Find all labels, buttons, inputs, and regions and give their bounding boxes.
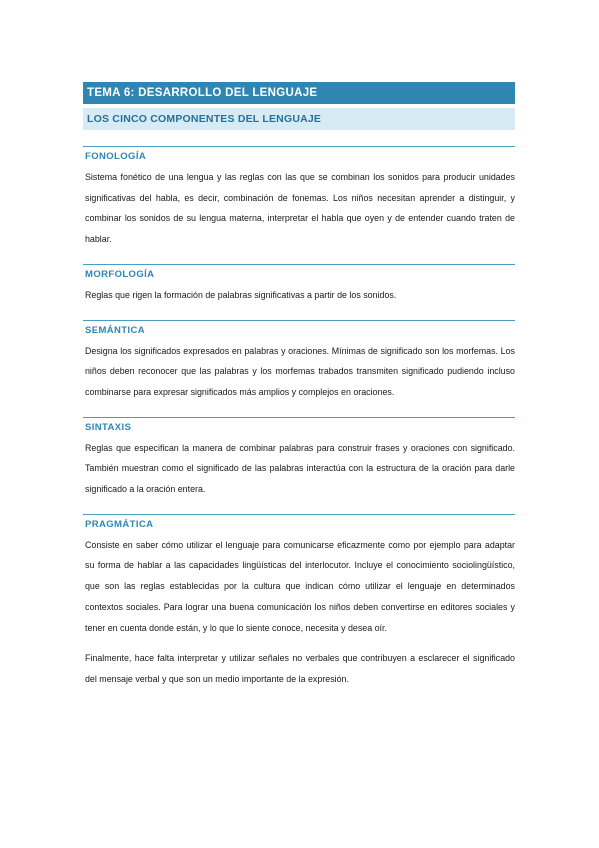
section-sintaxis bbox=[83, 417, 515, 500]
section-morfologia bbox=[83, 264, 515, 306]
section-heading: PRAGMÁTICA bbox=[83, 514, 515, 535]
section-semantica bbox=[83, 320, 515, 403]
document-content bbox=[83, 82, 515, 690]
section-paragraph: Reglas que rigen la formación de palabras significativas a partir de los sonidos. bbox=[85, 289, 397, 300]
section-heading: MORFOLOGÍA bbox=[83, 264, 515, 285]
section-paragraph: Designa los significados expresados en palabras y oraciones. Mínimas de significado son los morfemas. Los niños deben reconocer que las palabras y los morfemas trabados transmiten significado pudiendo incluso combinarse para expresar significados más amplios y complejos en oraciones. bbox=[85, 345, 515, 397]
section-heading: SINTAXIS bbox=[83, 417, 515, 438]
section-paragraph: Sistema fonético de una lengua y las reglas con las que se combinan los sonidos para producir unidades significativas del habla, es decir, combinación de fonemas. Los niños necesitan aprender a distinguir, y combinar los sonidos de su lengua materna, interpretar el habla que oyen y de entender cuando traten de hablar. bbox=[85, 172, 515, 245]
section-paragraph: Finalmente, hace falta interpretar y utilizar señales no verbales que contribuyen a esclarecer el significado del mensaje verbal y que son un medio importante de la expresión. bbox=[85, 653, 515, 684]
document-subtitle: LOS CINCO COMPONENTES DEL LENGUAJE bbox=[83, 108, 515, 130]
document-title: TEMA 6: DESARROLLO DEL LENGUAJE bbox=[83, 82, 515, 104]
section-pragmatica bbox=[83, 514, 515, 690]
section-heading: FONOLOGÍA bbox=[83, 146, 515, 167]
section-paragraph: Reglas que especifican la manera de combinar palabras para construir frases y oraciones con significado. También muestran como el significado de las palabras interactúa con la estructura de la oración para darle significado a la oración entera. bbox=[85, 442, 515, 495]
section-fonologia bbox=[83, 146, 515, 250]
section-heading: SEMÁNTICA bbox=[83, 320, 515, 341]
section-paragraph: Consiste en saber cómo utilizar el lenguaje para comunicarse eficazmente como por ejemplo para adaptar su forma de hablar a las capacidades lingüísticas del interlocutor. Incluye el conocimiento sociolingüístico, que son las reglas establecidas por la cultura que indican cómo utilizar el lenguaje en determinados contextos sociales. Para lograr una buena comunicación los niños deben convertirse en editores sociales y tener en cuenta donde están, y lo que lo siente conoce, necesita y desea oír. bbox=[85, 539, 515, 633]
